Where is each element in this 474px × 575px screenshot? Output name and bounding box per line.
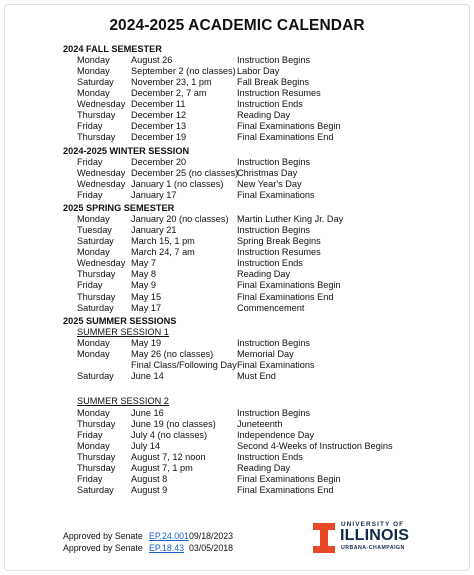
row-date: August 26 <box>131 55 173 66</box>
page-title: 2024-2025 ACADEMIC CALENDAR <box>109 17 365 34</box>
row-date: January 1 (no classes) <box>131 178 224 189</box>
section-heading: 2025 SPRING SEMESTER <box>63 203 175 214</box>
row-event: Martin Luther King Jr. Day <box>237 214 344 225</box>
calendar-row <box>0 131 474 143</box>
row-date: September 2 (no classes) <box>131 66 236 77</box>
row-event: Final Examinations End <box>237 132 334 143</box>
row-date: Final Class/Following Day <box>131 360 237 371</box>
section-heading: 2024 FALL SEMESTER <box>63 44 162 54</box>
row-date: December 12 <box>131 110 187 121</box>
row-date: January 20 (no classes) <box>131 214 229 225</box>
row-date: August 7, 1 pm <box>131 462 193 473</box>
row-event: Instruction Begins <box>237 225 311 236</box>
row-event: Final Examinations Begin <box>237 121 341 132</box>
row-event: Fall Break Begins <box>237 77 310 88</box>
row-event: Must End <box>237 371 276 382</box>
row-day: Monday <box>77 337 110 348</box>
row-event: Final Examinations End <box>237 484 334 495</box>
row-date: March 24, 7 am <box>131 247 195 258</box>
row-date: December 11 <box>131 99 186 110</box>
row-day: Thursday <box>77 110 116 121</box>
row-date: August 8 <box>131 473 168 484</box>
row-date: June 19 (no classes) <box>131 418 216 429</box>
row-day: Saturday <box>77 77 114 88</box>
row-event: Final Examinations Begin <box>237 473 341 484</box>
row-date: December 13 <box>131 121 187 132</box>
row-day: Friday <box>77 473 103 484</box>
row-day: Friday <box>77 429 103 440</box>
row-day: Monday <box>77 66 110 77</box>
row-event: Second 4-Weeks of Instruction Begins <box>237 440 393 451</box>
row-day: Wednesday <box>77 99 126 110</box>
row-date: December 20 <box>131 156 187 167</box>
row-event: Final Examinations <box>237 189 315 200</box>
row-day: Monday <box>77 407 110 418</box>
row-day: Monday <box>77 214 110 225</box>
row-event: Reading Day <box>237 110 291 121</box>
row-date: May 15 <box>131 291 162 302</box>
approval-link[interactable]: EP.18.43 <box>149 543 185 553</box>
row-day: Monday <box>77 55 110 66</box>
logo-university-of: UNIVERSITY OF <box>341 521 405 528</box>
approval-date: 09/18/2023 <box>189 531 234 541</box>
row-date: March 15, 1 pm <box>131 236 195 247</box>
logo-illinois: ILLINOIS <box>340 527 410 544</box>
row-event: Instruction Ends <box>237 258 303 269</box>
row-event: Spring Break Begins <box>237 236 321 247</box>
row-day: Monday <box>77 440 110 451</box>
row-date: May 7 <box>131 258 157 269</box>
row-date: December 19 <box>131 132 187 143</box>
row-day: Saturday <box>77 236 114 247</box>
block-i-icon <box>313 523 335 553</box>
row-date: June 14 <box>131 371 164 382</box>
approval-date: 03/05/2018 <box>189 543 234 553</box>
row-date: May 8 <box>131 269 157 280</box>
approval-label: Approved by Senate <box>63 543 143 553</box>
approval-link[interactable]: EP.24.001 <box>149 531 189 541</box>
logo-urbana-champaign: URBANA-CHAMPAIGN <box>341 545 405 551</box>
row-event: Instruction Begins <box>237 156 311 167</box>
row-day: Thursday <box>77 462 116 473</box>
row-date: May 9 <box>131 280 157 291</box>
calendar-row <box>0 370 474 382</box>
row-event: Final Examinations <box>237 360 315 371</box>
row-day: Wednesday <box>77 178 126 189</box>
row-event: Juneteenth <box>237 418 283 429</box>
section-heading: 2024-2025 WINTER SESSION <box>63 145 190 156</box>
row-day: Wednesday <box>77 167 126 178</box>
row-event: Final Examinations End <box>237 291 334 302</box>
row-day: Friday <box>77 156 103 167</box>
row-day: Thursday <box>77 269 116 280</box>
university-logo <box>313 521 423 555</box>
row-day: Friday <box>77 280 103 291</box>
row-day: Saturday <box>77 371 114 382</box>
row-event: Commencement <box>237 302 305 313</box>
row-event: Instruction Resumes <box>237 247 321 258</box>
row-event: Instruction Begins <box>237 337 311 348</box>
row-event: Final Examinations Begin <box>237 280 341 291</box>
row-day: Saturday <box>77 302 114 313</box>
row-date: July 14 <box>131 440 161 451</box>
row-date: July 4 (no classes) <box>131 429 208 440</box>
row-date: December 25 (no classes) <box>131 167 239 178</box>
calendar-row <box>0 302 474 314</box>
row-day: Monday <box>77 247 110 258</box>
row-event: Independence Day <box>237 429 315 440</box>
row-event: Instruction Begins <box>237 407 311 418</box>
row-date: June 16 <box>131 407 164 418</box>
row-event: Memorial Day <box>237 348 294 359</box>
row-day: Wednesday <box>77 258 126 269</box>
row-day: Friday <box>77 121 103 132</box>
row-date: January 17 <box>131 189 177 200</box>
row-date: May 19 <box>131 337 162 348</box>
row-day: Thursday <box>77 291 116 302</box>
row-day: Thursday <box>77 418 116 429</box>
row-date: August 7, 12 noon <box>131 451 206 462</box>
row-date: December 2, 7 am <box>131 88 207 99</box>
row-day: Tuesday <box>77 225 112 236</box>
row-date: November 23, 1 pm <box>131 77 212 88</box>
row-date: May 26 (no classes) <box>131 348 214 359</box>
row-day: Monday <box>77 88 110 99</box>
approval-label: Approved by Senate <box>63 531 143 541</box>
section-heading: 2025 SUMMER SESSIONS <box>63 315 177 326</box>
row-date: August 9 <box>131 484 168 495</box>
row-event: Instruction Ends <box>237 451 303 462</box>
calendar-row <box>0 189 474 201</box>
row-event: New Year's Day <box>237 178 302 189</box>
row-day: Monday <box>77 348 110 359</box>
row-day: Friday <box>77 189 103 200</box>
row-event: Instruction Begins <box>237 55 311 66</box>
row-event: Instruction Ends <box>237 99 303 110</box>
row-date: May 17 <box>131 302 162 313</box>
row-day: Thursday <box>77 451 116 462</box>
row-date: January 21 <box>131 225 177 236</box>
row-day: Thursday <box>77 132 116 143</box>
row-event: Christmas Day <box>237 167 298 178</box>
subsection-title: SUMMER SESSION 2 <box>77 396 169 407</box>
subsection-title: SUMMER SESSION 1 <box>77 326 169 337</box>
calendar-row <box>0 484 474 496</box>
row-event: Instruction Resumes <box>237 88 321 99</box>
row-event: Labor Day <box>237 66 280 77</box>
row-event: Reading Day <box>237 462 291 473</box>
row-day: Saturday <box>77 484 114 495</box>
row-event: Reading Day <box>237 269 291 280</box>
